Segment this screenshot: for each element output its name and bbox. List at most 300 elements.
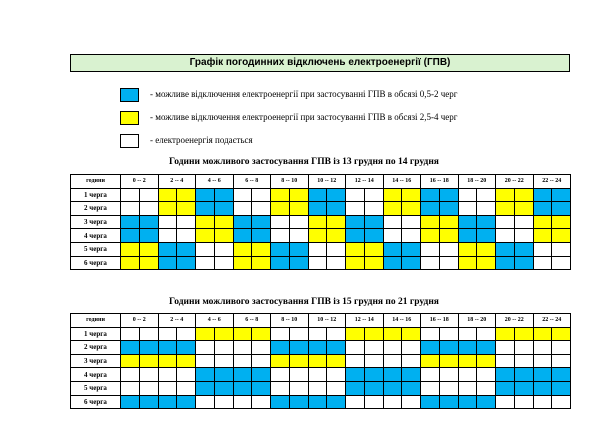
- hour-cell: [139, 242, 158, 256]
- hour-cell: [233, 381, 252, 395]
- hour-cell: [552, 395, 571, 409]
- hour-cell: [139, 341, 158, 355]
- legend: [120, 88, 540, 157]
- hour-cell: [139, 215, 158, 229]
- hour-cell: [346, 229, 365, 243]
- hour-cell: [533, 354, 552, 368]
- hour-cell: [177, 381, 196, 395]
- hour-cell: [158, 215, 177, 229]
- queue-label: 1 черга: [71, 188, 121, 202]
- hour-cell: [421, 256, 440, 270]
- queue-label: 6 черга: [71, 395, 121, 409]
- hour-cell: [477, 381, 496, 395]
- hour-cell: [346, 327, 365, 341]
- hour-cell: [158, 327, 177, 341]
- hour-cell: [439, 215, 458, 229]
- hour-cell: [346, 341, 365, 355]
- legend-swatch-blue: [120, 88, 139, 102]
- hour-cell: [158, 242, 177, 256]
- hour-cell: [458, 368, 477, 382]
- hour-cell: [402, 256, 421, 270]
- hour-cell: [327, 188, 346, 202]
- legend-text: - електроенергія подається: [150, 135, 253, 145]
- queue-label: 6 черга: [71, 256, 121, 270]
- hour-cell: [233, 202, 252, 216]
- hour-cell: [496, 215, 515, 229]
- hour-cell: [177, 215, 196, 229]
- hour-cell: [439, 341, 458, 355]
- table-row: [71, 202, 571, 216]
- hour-cell: [289, 354, 308, 368]
- hour-cell: [233, 327, 252, 341]
- hour-cell: [421, 327, 440, 341]
- hour-cell: [121, 395, 140, 409]
- queue-label: 4 черга: [71, 368, 121, 382]
- hour-cell: [496, 229, 515, 243]
- queue-label: 5 черга: [71, 242, 121, 256]
- header-interval: 6 -- 8: [233, 175, 271, 189]
- hour-cell: [514, 202, 533, 216]
- hour-cell: [308, 188, 327, 202]
- hour-cell: [252, 354, 271, 368]
- hour-cell: [477, 188, 496, 202]
- hour-cell: [327, 256, 346, 270]
- hour-cell: [533, 202, 552, 216]
- hour-cell: [214, 242, 233, 256]
- hour-cell: [533, 215, 552, 229]
- hour-cell: [177, 395, 196, 409]
- hour-cell: [533, 395, 552, 409]
- hour-cell: [121, 341, 140, 355]
- hour-cell: [402, 327, 421, 341]
- hour-cell: [233, 188, 252, 202]
- hour-cell: [327, 242, 346, 256]
- hour-cell: [383, 381, 402, 395]
- hour-cell: [458, 256, 477, 270]
- hour-cell: [214, 215, 233, 229]
- hour-cell: [214, 256, 233, 270]
- header-interval: 0 -- 2: [121, 175, 159, 189]
- hour-cell: [458, 215, 477, 229]
- hour-cell: [477, 229, 496, 243]
- hour-cell: [289, 327, 308, 341]
- hour-cell: [177, 354, 196, 368]
- legend-item-blue: [120, 88, 540, 103]
- hour-cell: [289, 188, 308, 202]
- hour-cell: [233, 341, 252, 355]
- hour-cell: [364, 242, 383, 256]
- hour-cell: [289, 341, 308, 355]
- hour-cell: [402, 354, 421, 368]
- header-interval: 2 -- 4: [158, 175, 196, 189]
- header-interval: 16 -- 18: [421, 314, 459, 328]
- hour-cell: [477, 202, 496, 216]
- hour-cell: [121, 256, 140, 270]
- hour-cell: [214, 368, 233, 382]
- hour-cell: [121, 242, 140, 256]
- hour-cell: [421, 354, 440, 368]
- hour-cell: [214, 395, 233, 409]
- hour-cell: [214, 381, 233, 395]
- header-interval: 18 -- 20: [458, 175, 496, 189]
- hour-cell: [496, 368, 515, 382]
- hour-cell: [364, 256, 383, 270]
- hour-cell: [383, 202, 402, 216]
- hour-cell: [458, 354, 477, 368]
- hour-cell: [271, 215, 290, 229]
- schedule-title: Години можливого застосування ГПВ із 13 грудня по 14 грудня: [169, 157, 439, 167]
- hour-cell: [477, 368, 496, 382]
- hour-cell: [327, 354, 346, 368]
- header-interval: 10 -- 12: [308, 314, 346, 328]
- hour-cell: [533, 381, 552, 395]
- header-interval: 8 -- 10: [271, 175, 309, 189]
- hour-cell: [158, 368, 177, 382]
- hour-cell: [327, 381, 346, 395]
- queue-label: 3 черга: [71, 215, 121, 229]
- queue-label: 2 черга: [71, 202, 121, 216]
- hour-cell: [271, 229, 290, 243]
- hour-cell: [346, 368, 365, 382]
- hour-cell: [196, 242, 215, 256]
- hour-cell: [439, 368, 458, 382]
- legend-swatch-yellow: [120, 111, 139, 125]
- hour-cell: [346, 202, 365, 216]
- hour-cell: [271, 395, 290, 409]
- hour-cell: [552, 242, 571, 256]
- hour-cell: [271, 354, 290, 368]
- hour-cell: [196, 215, 215, 229]
- hour-cell: [177, 188, 196, 202]
- hour-cell: [533, 368, 552, 382]
- header-row: [71, 175, 571, 189]
- hour-cell: [158, 229, 177, 243]
- hour-cell: [121, 202, 140, 216]
- hour-cell: [421, 215, 440, 229]
- hour-cell: [477, 354, 496, 368]
- hour-cell: [308, 256, 327, 270]
- hour-cell: [271, 242, 290, 256]
- hour-cell: [139, 327, 158, 341]
- header-interval: 22 -- 24: [533, 314, 571, 328]
- hour-cell: [327, 202, 346, 216]
- hour-cell: [327, 229, 346, 243]
- hour-cell: [552, 381, 571, 395]
- hour-cell: [552, 341, 571, 355]
- hour-cell: [439, 327, 458, 341]
- hour-cell: [402, 202, 421, 216]
- hour-cell: [383, 395, 402, 409]
- hour-cell: [477, 242, 496, 256]
- hour-cell: [514, 368, 533, 382]
- hour-cell: [271, 202, 290, 216]
- hour-cell: [496, 381, 515, 395]
- hour-cell: [514, 381, 533, 395]
- hour-cell: [139, 354, 158, 368]
- table-row: [71, 229, 571, 243]
- legend-text: - можливе відключення електроенергії при застосуванні ГПВ в обсязі 2,5-4 черг: [150, 112, 458, 122]
- hour-cell: [233, 256, 252, 270]
- hour-cell: [196, 381, 215, 395]
- hour-cell: [196, 202, 215, 216]
- hour-cell: [364, 188, 383, 202]
- hour-cell: [439, 354, 458, 368]
- hour-cell: [364, 229, 383, 243]
- table-row: [71, 341, 571, 355]
- hour-cell: [252, 381, 271, 395]
- hour-cell: [139, 202, 158, 216]
- hour-cell: [308, 341, 327, 355]
- hour-cell: [308, 395, 327, 409]
- hour-cell: [271, 188, 290, 202]
- hour-cell: [214, 341, 233, 355]
- hour-cell: [233, 229, 252, 243]
- hour-cell: [327, 395, 346, 409]
- header-hours: години: [71, 175, 121, 189]
- hour-cell: [196, 188, 215, 202]
- hour-cell: [364, 395, 383, 409]
- hour-cell: [327, 368, 346, 382]
- hour-cell: [289, 242, 308, 256]
- hour-cell: [552, 327, 571, 341]
- hour-cell: [552, 368, 571, 382]
- hour-cell: [477, 395, 496, 409]
- hour-cell: [421, 188, 440, 202]
- hour-cell: [158, 381, 177, 395]
- hour-cell: [458, 341, 477, 355]
- table-row: [71, 327, 571, 341]
- hour-cell: [496, 256, 515, 270]
- header-interval: 14 -- 16: [383, 175, 421, 189]
- hour-cell: [496, 202, 515, 216]
- hour-cell: [514, 256, 533, 270]
- hour-cell: [421, 229, 440, 243]
- hour-cell: [477, 327, 496, 341]
- hour-cell: [196, 341, 215, 355]
- hour-cell: [552, 256, 571, 270]
- hour-cell: [346, 215, 365, 229]
- hour-cell: [383, 368, 402, 382]
- hour-cell: [308, 381, 327, 395]
- hour-cell: [308, 242, 327, 256]
- table-row: [71, 381, 571, 395]
- hour-cell: [252, 202, 271, 216]
- hour-cell: [496, 395, 515, 409]
- hour-cell: [121, 368, 140, 382]
- hour-cell: [196, 229, 215, 243]
- hour-cell: [252, 188, 271, 202]
- table-row: [71, 242, 571, 256]
- hour-cell: [533, 229, 552, 243]
- hour-cell: [214, 202, 233, 216]
- hour-cell: [402, 229, 421, 243]
- hour-cell: [383, 215, 402, 229]
- table-row: [71, 354, 571, 368]
- hour-cell: [402, 381, 421, 395]
- hour-cell: [252, 229, 271, 243]
- schedule-table: [70, 313, 571, 409]
- header-interval: 4 -- 6: [196, 175, 234, 189]
- hour-cell: [121, 229, 140, 243]
- queue-label: 2 черга: [71, 341, 121, 355]
- hour-cell: [252, 215, 271, 229]
- header-interval: 12 -- 14: [346, 314, 384, 328]
- hour-cell: [514, 215, 533, 229]
- hour-cell: [533, 256, 552, 270]
- hour-cell: [214, 229, 233, 243]
- hour-cell: [458, 202, 477, 216]
- hour-cell: [402, 215, 421, 229]
- hour-cell: [196, 256, 215, 270]
- hour-cell: [533, 242, 552, 256]
- hour-cell: [308, 368, 327, 382]
- hour-cell: [421, 395, 440, 409]
- hour-cell: [514, 229, 533, 243]
- hour-cell: [177, 229, 196, 243]
- hour-cell: [364, 341, 383, 355]
- hour-cell: [364, 215, 383, 229]
- hour-cell: [271, 256, 290, 270]
- hour-cell: [552, 354, 571, 368]
- header-hours: години: [71, 314, 121, 328]
- hour-cell: [421, 381, 440, 395]
- hour-cell: [458, 381, 477, 395]
- header-interval: 18 -- 20: [458, 314, 496, 328]
- hour-cell: [514, 341, 533, 355]
- table-row: [71, 188, 571, 202]
- hour-cell: [327, 341, 346, 355]
- hour-cell: [233, 242, 252, 256]
- queue-label: 1 черга: [71, 327, 121, 341]
- hour-cell: [308, 229, 327, 243]
- hour-cell: [271, 368, 290, 382]
- hour-cell: [439, 381, 458, 395]
- hour-cell: [158, 354, 177, 368]
- hour-cell: [514, 327, 533, 341]
- hour-cell: [196, 354, 215, 368]
- hour-cell: [458, 229, 477, 243]
- hour-cell: [271, 327, 290, 341]
- hour-cell: [514, 242, 533, 256]
- hour-cell: [252, 327, 271, 341]
- hour-cell: [439, 395, 458, 409]
- hour-cell: [177, 256, 196, 270]
- hour-cell: [158, 395, 177, 409]
- hour-cell: [496, 242, 515, 256]
- hour-cell: [271, 341, 290, 355]
- hour-cell: [139, 229, 158, 243]
- hour-cell: [364, 381, 383, 395]
- hour-cell: [421, 242, 440, 256]
- hour-cell: [139, 188, 158, 202]
- hour-cell: [496, 327, 515, 341]
- hour-cell: [121, 354, 140, 368]
- header-interval: 14 -- 16: [383, 314, 421, 328]
- hour-cell: [289, 202, 308, 216]
- hour-cell: [327, 215, 346, 229]
- hour-cell: [346, 354, 365, 368]
- hour-cell: [383, 341, 402, 355]
- hour-cell: [383, 354, 402, 368]
- hour-cell: [139, 256, 158, 270]
- header-interval: 20 -- 22: [496, 175, 534, 189]
- hour-cell: [552, 229, 571, 243]
- hour-cell: [121, 188, 140, 202]
- legend-text: - можливе відключення електроенергії при застосуванні ГПВ в обсязі 0,5-2 черг: [150, 89, 458, 99]
- schedule-title: Години можливого застосування ГПВ із 15 грудня по 21 грудня: [169, 297, 439, 307]
- hour-cell: [196, 327, 215, 341]
- hour-cell: [346, 256, 365, 270]
- hour-cell: [214, 188, 233, 202]
- hour-cell: [552, 202, 571, 216]
- hour-cell: [196, 368, 215, 382]
- hour-cell: [458, 188, 477, 202]
- hour-cell: [458, 327, 477, 341]
- hour-cell: [346, 242, 365, 256]
- hour-cell: [402, 395, 421, 409]
- hour-cell: [402, 368, 421, 382]
- hour-cell: [552, 215, 571, 229]
- hour-cell: [477, 215, 496, 229]
- header-interval: 2 -- 4: [158, 314, 196, 328]
- hour-cell: [121, 327, 140, 341]
- hour-cell: [252, 242, 271, 256]
- hour-cell: [477, 256, 496, 270]
- header-interval: 16 -- 18: [421, 175, 459, 189]
- hour-cell: [233, 395, 252, 409]
- hour-cell: [346, 395, 365, 409]
- header-interval: 22 -- 24: [533, 175, 571, 189]
- hour-cell: [308, 215, 327, 229]
- hour-cell: [308, 327, 327, 341]
- hour-cell: [158, 188, 177, 202]
- hour-cell: [402, 341, 421, 355]
- hour-cell: [177, 242, 196, 256]
- hour-cell: [158, 341, 177, 355]
- hour-cell: [289, 229, 308, 243]
- hour-cell: [383, 229, 402, 243]
- hour-cell: [533, 188, 552, 202]
- hour-cell: [383, 256, 402, 270]
- hour-cell: [383, 188, 402, 202]
- header-interval: 6 -- 8: [233, 314, 271, 328]
- hour-cell: [139, 381, 158, 395]
- hour-cell: [139, 368, 158, 382]
- hour-cell: [364, 368, 383, 382]
- hour-cell: [439, 242, 458, 256]
- legend-swatch-white: [120, 134, 139, 148]
- hour-cell: [383, 242, 402, 256]
- hour-cell: [496, 188, 515, 202]
- hour-cell: [552, 188, 571, 202]
- hour-cell: [139, 395, 158, 409]
- legend-item-white: [120, 134, 540, 149]
- hour-cell: [158, 256, 177, 270]
- table-row: [71, 256, 571, 270]
- hour-cell: [402, 242, 421, 256]
- legend-item-yellow: [120, 111, 540, 126]
- header-interval: 20 -- 22: [496, 314, 534, 328]
- hour-cell: [252, 256, 271, 270]
- hour-cell: [458, 242, 477, 256]
- header-interval: 8 -- 10: [271, 314, 309, 328]
- hour-cell: [214, 327, 233, 341]
- hour-cell: [364, 202, 383, 216]
- hour-cell: [214, 354, 233, 368]
- hour-cell: [421, 368, 440, 382]
- hour-cell: [233, 215, 252, 229]
- hour-cell: [514, 395, 533, 409]
